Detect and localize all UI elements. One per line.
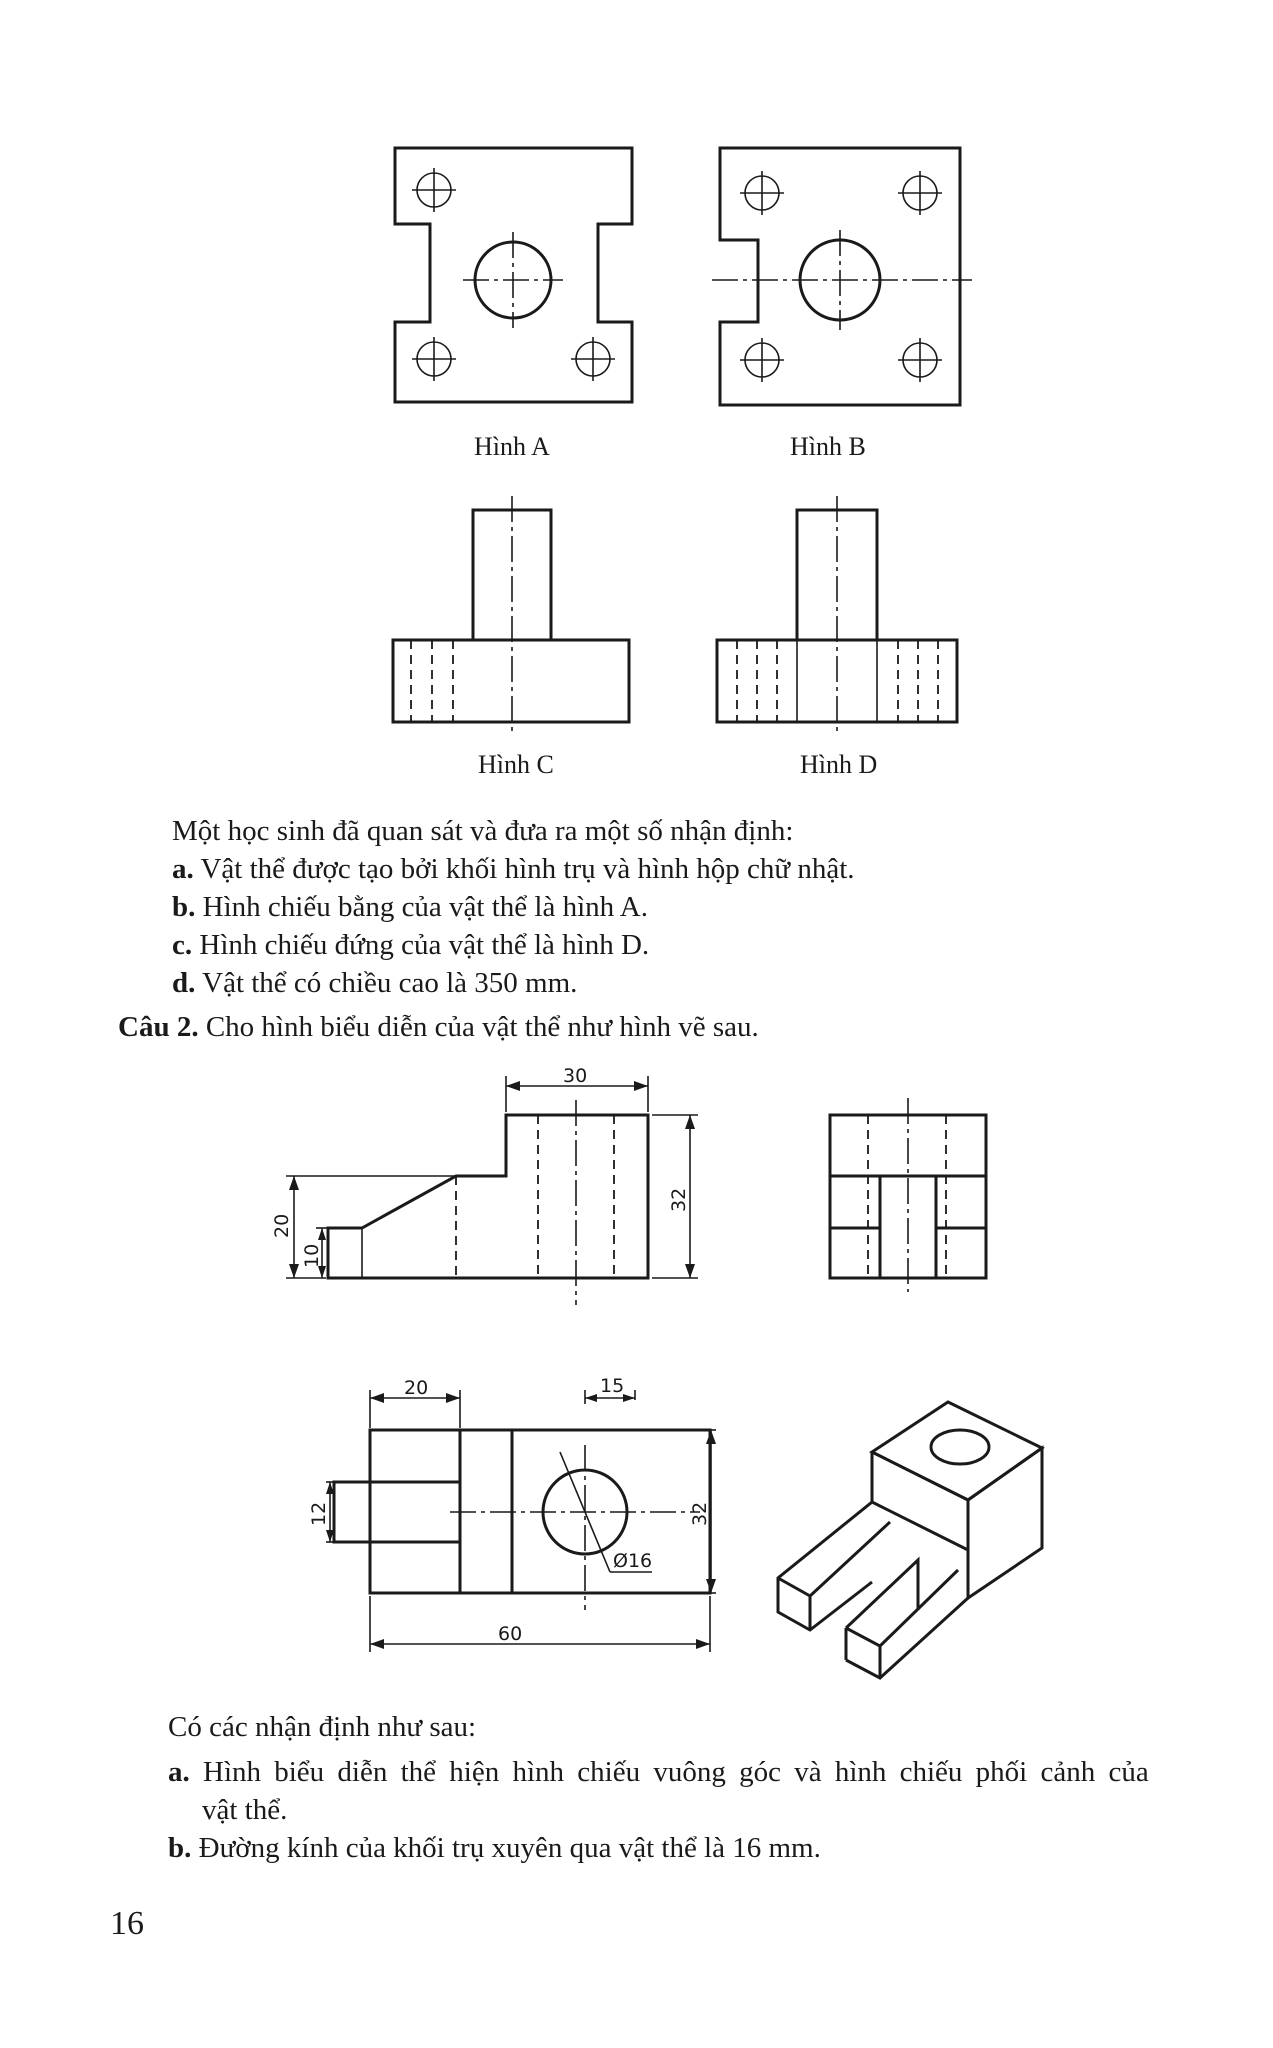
dim-front-top: 30 — [563, 1065, 588, 1087]
q1-item-b — [172, 888, 648, 926]
q1-item-d-marker: d. — [172, 967, 196, 999]
dim-front-left: 20 — [271, 1213, 293, 1238]
dim-front-height: 32 — [668, 1187, 690, 1212]
caption-hinh-c: Hình C — [478, 750, 554, 779]
caption-hinh-b: Hình B — [790, 432, 866, 461]
q1-item-b-marker: b. — [172, 891, 196, 923]
dim-top-width: 60 — [498, 1623, 523, 1645]
caption-hinh-d: Hình D — [800, 750, 878, 779]
q1-item-a-marker: a. — [172, 853, 194, 885]
q2-heading — [118, 1008, 759, 1046]
figure-c — [393, 496, 629, 735]
dim-hole-dia: Ø16 — [613, 1550, 653, 1572]
q2-item-a-text: Hình biểu diễn thể hiện hình chiếu vuông góc và hình chiếu phối cảnh của — [203, 1756, 1149, 1788]
figure-a — [395, 148, 632, 402]
dim-top-mid: 15 — [600, 1375, 625, 1397]
q1-item-d — [172, 964, 577, 1002]
dim-top-slot: 12 — [308, 1501, 330, 1526]
q2-item-b-text: Đường kính của khối trụ xuyên qua vật thể là 16 mm. — [198, 1832, 821, 1864]
dim-top-height: 32 — [689, 1501, 711, 1526]
q2-side-view — [830, 1098, 986, 1292]
q2-isometric-view — [778, 1402, 1042, 1678]
q2-text: Cho hình biểu diễn của vật thể như hình vẽ sau. — [205, 1011, 759, 1043]
q1-item-c-marker: c. — [172, 929, 193, 961]
q2-item-b — [168, 1829, 821, 1867]
q2-label: Câu 2. — [118, 1011, 199, 1043]
figure-b — [712, 148, 972, 405]
page-number: 16 — [110, 1905, 144, 1942]
q1-item-c — [172, 926, 649, 964]
q1-item-a — [172, 850, 855, 888]
q2-front-view — [271, 1065, 698, 1305]
q1-item-d-text: Vật thể có chiều cao là 350 mm. — [202, 967, 578, 999]
q2-item-b-marker: b. — [168, 1832, 192, 1864]
q1-item-a-text: Vật thể được tạo bởi khối hình trụ và hình hộp chữ nhật. — [200, 853, 855, 885]
q2-item-a — [168, 1753, 1149, 1791]
q2-intro: Có các nhận định như sau: — [168, 1711, 477, 1743]
dim-front-step: 10 — [301, 1243, 323, 1268]
q1-item-c-text: Hình chiếu đứng của vật thể là hình D. — [199, 929, 650, 961]
q2-item-a-continuation: vật thể. — [202, 1794, 288, 1826]
dim-top-left: 20 — [404, 1377, 429, 1399]
figure-d — [717, 496, 957, 735]
q1-intro: Một học sinh đã quan sát và đưa ra một số nhận định: — [172, 815, 794, 847]
caption-hinh-a: Hình A — [474, 432, 550, 461]
q2-top-view — [308, 1375, 716, 1652]
q2-item-a-marker: a. — [168, 1756, 190, 1788]
q1-item-b-text: Hình chiếu bằng của vật thể là hình A. — [202, 891, 648, 923]
